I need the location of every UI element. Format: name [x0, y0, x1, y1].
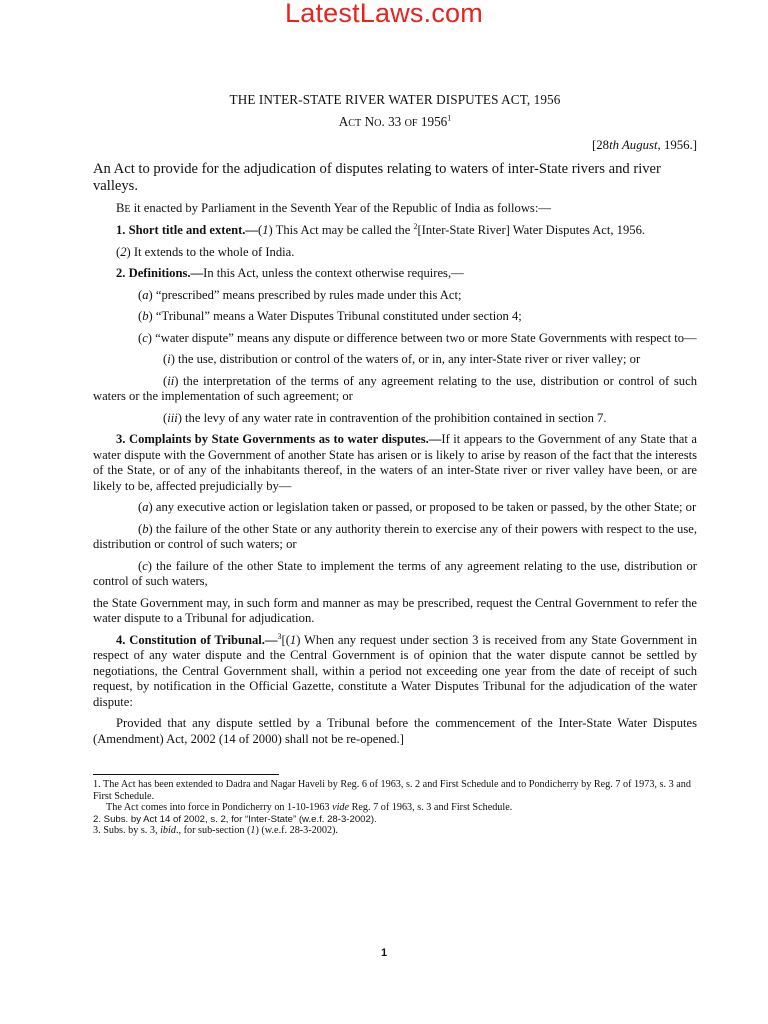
act-title: THE INTER-STATE RIVER WATER DISPUTES ACT, 1956	[229, 92, 561, 107]
footnote-ref-3: 3	[277, 631, 282, 641]
section-3-heading: 3. Complaints by State Governments as to water disputes.—	[116, 432, 442, 446]
section-4-heading: 4. Constitution of Tribunal.—	[116, 632, 278, 647]
section-1-heading: 1. Short title and extent.—	[116, 223, 259, 237]
section-4	[93, 633, 697, 711]
long-title: An Act to provide for the adjudication of disputes relating to waters of inter-State rivers and river valleys.	[93, 160, 661, 194]
footnote-ref-1: 1	[447, 113, 452, 123]
clause-text: the interpretation of the terms of any agreement relating to the use, distribution or control of such waters or the implementation of such agreement; or	[93, 373, 697, 403]
clause-3c: (c) the failure of the other State to implement the terms of any agreement relating to the use, distribution or control of such waters,	[93, 558, 697, 588]
clause-2b: (b) “Tribunal” means a Water Disputes Tribunal constituted under section 4;	[138, 309, 522, 323]
clause-letter: c	[142, 558, 148, 573]
clause-letter: a	[142, 287, 149, 302]
section-3	[93, 432, 697, 494]
act-number-text: OF	[404, 117, 418, 129]
footnote-ref-2: 2	[413, 221, 418, 231]
clause-text: “water dispute” means any dispute or difference between two or more State Governments with respect to—	[152, 330, 697, 345]
clause-letter: b	[142, 521, 149, 536]
clause-letter: ii	[167, 373, 175, 388]
clause-letter: a	[142, 500, 149, 514]
clause-2c-ii: (ii) the interpretation of the terms of any agreement relating to the use, distribution or control of such waters or the implementation of such agreement; or	[93, 373, 697, 403]
clause-2c-iii: (iii) the levy of any water rate in contravention of the prohibition contained in section 7.	[163, 410, 607, 425]
clause-3a: (a) any executive action or legislation taken or passed, or proposed to be taken or passed, by the other State; or	[138, 500, 697, 514]
enactment-date	[93, 138, 697, 154]
footnote-text: 3. Subs. by s. 3,	[93, 825, 161, 837]
section-text: 1	[289, 632, 297, 647]
clause-2c: (c) “water dispute” means any dispute or difference between two or more State Governments with respect to—	[138, 330, 697, 345]
act-number-text: 1956	[417, 113, 448, 129]
act-number-text: O	[374, 117, 382, 129]
act-number-text: N	[361, 113, 375, 129]
enact-text: it enacted by Parliament in the Seventh Year of the Republic of India as follows:—	[130, 200, 551, 215]
section-1-2	[93, 245, 697, 261]
clause-text: any executive action or legislation taken or passed, or proposed to be taken or passed, by the other State; or	[152, 500, 697, 514]
footnote-text: ibid	[160, 825, 176, 837]
section-text: (	[116, 244, 121, 259]
section-text: (	[258, 223, 263, 237]
section-4-proviso: Provided that any dispute settled by a Tribunal before the commencement of the Inter-State Water Disputes (Amendment) Act, 2002 (14 of 2000) shall not be re-opened.]	[93, 716, 697, 746]
clause-text: “prescribed” means prescribed by rules made under this Act;	[152, 287, 462, 302]
clause-2c-i: (i) the use, distribution or control of the waters of, or in, any inter-State river or river valley; or	[163, 352, 641, 366]
section-text: [Inter-State River] Water Disputes Act, 1956.	[417, 223, 646, 237]
clause-text: the levy of any water rate in contravention of the prohibition contained in section 7.	[181, 410, 607, 425]
clause-letter: b	[142, 309, 149, 323]
footnote-1-continued	[93, 802, 697, 814]
date-text: th August	[609, 138, 658, 152]
footnote-text: vide	[332, 802, 350, 814]
section-text: 1	[262, 223, 269, 237]
section-text: [(	[281, 632, 290, 647]
footnote-text: ) (w.e.f. 28-3-2002).	[255, 825, 338, 837]
footnote-divider	[93, 774, 279, 775]
clause-text: the use, distribution or control of the waters of, or in, any inter-State river or river valley; or	[174, 352, 641, 366]
section-3-closing: the State Government may, in such form and manner as may be prescribed, request the Central Government to refer the water dispute to a Tribunal for adjudication.	[93, 595, 697, 625]
section-text: If it appears to the Government of any State that a water dispute with the Government of another State has arisen or is likely to arise by reason of the fact that the interests of the State, or of any of the inhabitants thereof, in the waters of an inter-State river or river valley have been, or are likely to be, affected prejudicially by—	[93, 432, 697, 493]
section-text: 2	[120, 244, 127, 259]
section-text: In this Act, unless the context otherwise requires,—	[203, 266, 464, 280]
site-brand-logo: LatestLaws.com	[285, 0, 483, 28]
footnote-text: ., for sub-section (	[175, 825, 251, 837]
footnote-1: 1. The Act has been extended to Dadra and Nagar Haveli by Reg. 6 of 1963, s. 2 and First Schedule and to Pondicherry by Reg. 7 of 1973, s. 3 and First Schedule.	[93, 779, 691, 802]
clause-3b: (b) the failure of the other State or any authority therein to exercise any of their powers with respect to the use, distribution or control of such waters; or	[93, 521, 697, 551]
section-text: ) It extends to the whole of India.	[126, 244, 295, 259]
section-text: ) This Act may be called the	[268, 223, 414, 237]
clause-text: the failure of the other State to implement the terms of any agreement relating to the use, distribution or control of such waters,	[93, 558, 697, 588]
enact-text: E	[124, 203, 131, 215]
act-number-text: CT	[348, 117, 362, 129]
act-number	[93, 114, 697, 132]
enact-text: B	[116, 200, 125, 215]
clause-letter: i	[167, 352, 171, 366]
act-number-text: A	[338, 113, 349, 129]
section-2	[93, 266, 697, 282]
date-text: , 1956.]	[657, 138, 697, 152]
clause-letter: c	[142, 330, 148, 345]
act-number-text: . 33	[381, 113, 405, 129]
date-text: [28	[592, 138, 610, 152]
section-2-heading: 2. Definitions.—	[116, 266, 204, 280]
clause-text: “Tribunal” means a Water Disputes Tribunal constituted under section 4;	[152, 309, 522, 323]
enacting-clause	[93, 201, 697, 218]
clause-2a: (a) “prescribed” means prescribed by rules made under this Act;	[138, 287, 462, 302]
clause-letter: iii	[167, 410, 178, 425]
footnote-3	[93, 825, 697, 837]
section-1	[93, 223, 697, 239]
footnote-text: Reg. 7 of 1963, s. 3 and First Schedule.	[349, 802, 513, 814]
footnote-text: The Act comes into force in Pondicherry on 1-10-1963	[106, 802, 333, 814]
footnote-text: 1	[250, 825, 256, 837]
page-number: 1	[380, 947, 388, 959]
clause-text: the failure of the other State or any authority therein to exercise any of their powers with respect to the use, distribution or control of such waters; or	[93, 521, 697, 551]
footnote-2: 2. Subs. by Act 14 of 2002, s. 2, for “Inter-State” (w.e.f. 28-3-2002).	[93, 813, 377, 825]
section-text: ) When any request under section 3 is received from any State Government in respect of any water dispute and the Central Government is of opinion that the water dispute cannot be settled by negotiations, the Central Government shall, within a period not exceeding one year from the date of receipt of such request, by notification in the Official Gazette, constitute a Water Disputes Tribunal for the adjudication of the water dispute:	[93, 632, 697, 709]
act-document	[93, 92, 697, 837]
